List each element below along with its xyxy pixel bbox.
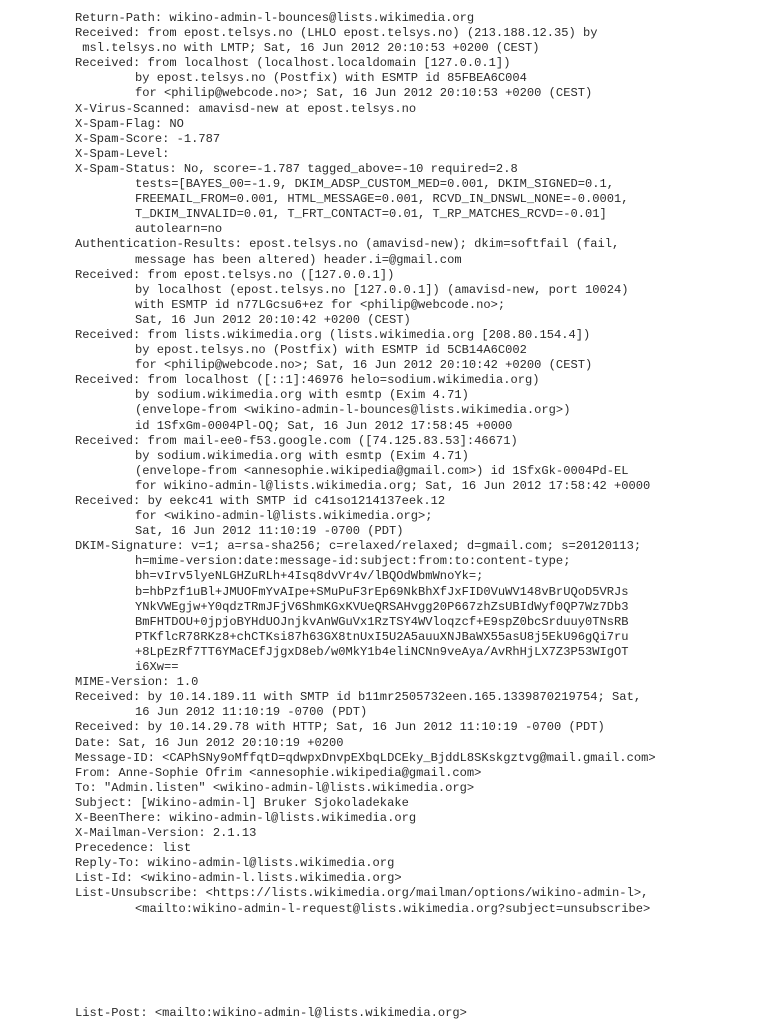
header-continuation-line: YNkVWEgjw+Y0qdzTRmJFjV6ShmKGxKVUeQRSAHvgg20P667zhZsUBIdWyf0QP7Wz7Db3: [135, 599, 629, 614]
header-continuation-line: autolearn=no: [135, 222, 223, 237]
header-continuation-line: tests=[BAYES_00=-1.9, DKIM_ADSP_CUSTOM_MED=0.001, DKIM_SIGNED=0.1,: [135, 177, 614, 192]
header-field-line: Received: from localhost (localhost.localdomain [127.0.0.1]): [75, 56, 511, 71]
list-post-header-line: List-Post: <mailto:wikino-admin-l@lists.wikimedia.org>: [75, 1006, 467, 1020]
header-field-line: X-Spam-Level:: [75, 146, 170, 161]
header-continuation-line: Sat, 16 Jun 2012 20:10:42 +0200 (CEST): [135, 312, 411, 327]
header-field-line: To: "Admin.listen" <wikino-admin-l@lists.wikimedia.org>: [75, 780, 475, 795]
header-continuation-line: Sat, 16 Jun 2012 11:10:19 -0700 (PDT): [135, 524, 404, 539]
header-field-line: Received: from epost.telsys.no ([127.0.0.1]): [75, 267, 395, 282]
header-field-line: Received: by 10.14.29.78 with HTTP; Sat, 16 Jun 2012 11:10:19 -0700 (PDT): [75, 720, 605, 735]
email-header-block: [75, 11, 765, 917]
header-continuation-line: BmFHTDOU+0jpjoBYHdUOJnjkvAnWGuVx1RzTSY4WVloqzcf+E9spZ0bcSrduuy0TNsRB: [135, 614, 629, 629]
header-field-line: List-Id: <wikino-admin-l.lists.wikimedia.org>: [75, 871, 402, 886]
header-field-line: From: Anne-Sophie Ofrim <annesophie.wikipedia@gmail.com>: [75, 765, 482, 780]
header-field-line: Date: Sat, 16 Jun 2012 20:10:19 +0200: [75, 735, 344, 750]
header-continuation-line: for <wikino-admin-l@lists.wikimedia.org>;: [135, 509, 433, 524]
header-field-line: msl.telsys.no with LMTP; Sat, 16 Jun 2012 20:10:53 +0200 (CEST): [75, 41, 540, 56]
header-field-line: X-Spam-Status: No, score=-1.787 tagged_above=-10 required=2.8: [75, 161, 518, 176]
header-field-line: Received: from mail-ee0-f53.google.com ([74.125.83.53]:46671): [75, 433, 518, 448]
header-field-line: MIME-Version: 1.0: [75, 675, 199, 690]
header-continuation-line: with ESMTP id n77LGcsu6+ez for <philip@webcode.no>;: [135, 297, 506, 312]
header-field-line: Subject: [Wikino-admin-l] Bruker Sjokoladekake: [75, 795, 409, 810]
header-continuation-line: T_DKIM_INVALID=0.01, T_FRT_CONTACT=0.01, T_RP_MATCHES_RCVD=-0.01]: [135, 207, 607, 222]
header-field-line: Authentication-Results: epost.telsys.no (amavisd-new); dkim=softfail (fail,: [75, 237, 620, 252]
header-continuation-line: bh=vIrv5lyeNLGHZuRLh+4Isq8dvVr4v/lBQOdWbmWnoYk=;: [135, 569, 484, 584]
header-continuation-line: by sodium.wikimedia.org with esmtp (Exim 4.71): [135, 388, 469, 403]
header-continuation-line: by epost.telsys.no (Postfix) with ESMTP id 5CB14A6C002: [135, 343, 527, 358]
header-continuation-line: b=hbPzf1uBl+JMUOFmYvAIpe+SMuPuF3rEp69NkBhXfJxFID0VuWV148vBrUQoD5VRJs: [135, 584, 629, 599]
header-continuation-line: 16 Jun 2012 11:10:19 -0700 (PDT): [135, 705, 368, 720]
header-continuation-line: for <philip@webcode.no>; Sat, 16 Jun 2012 20:10:53 +0200 (CEST): [135, 86, 593, 101]
header-continuation-line: (envelope-from <annesophie.wikipedia@gmail.com>) id 1SfxGk-0004Pd-EL: [135, 463, 629, 478]
header-continuation-line: id 1SfxGm-0004Pl-OQ; Sat, 16 Jun 2012 17:58:45 +0000: [135, 418, 513, 433]
header-continuation-line: by localhost (epost.telsys.no [127.0.0.1]) (amavisd-new, port 10024): [135, 282, 629, 297]
header-continuation-line: (envelope-from <wikino-admin-l-bounces@lists.wikimedia.org>): [135, 403, 571, 418]
header-continuation-line: for <philip@webcode.no>; Sat, 16 Jun 2012 20:10:42 +0200 (CEST): [135, 358, 593, 373]
header-field-line: List-Unsubscribe: <https://lists.wikimedia.org/mailman/options/wikino-admin-l>,: [75, 886, 649, 901]
header-field-line: Message-ID: <CAPhSNy9oMffqtD=qdwpxDnvpEXbqLDCEky_BjddL8SKskgztvg@mail.gmail.com>: [75, 750, 656, 765]
header-field-line: Received: by 10.14.189.11 with SMTP id b11mr2505732een.165.1339870219754; Sat,: [75, 690, 642, 705]
header-continuation-line: i6Xw==: [135, 660, 179, 675]
header-continuation-line: PTKflcR78RKz8+chCTKsi87h63GX8tnUxI5U2A5auuXNJBaWX55asU8j5EkU96gQi7ru: [135, 629, 629, 644]
header-field-line: X-Mailman-Version: 2.1.13: [75, 826, 257, 841]
header-field-line: Received: from localhost ([::1]:46976 helo=sodium.wikimedia.org): [75, 373, 540, 388]
header-continuation-line: <mailto:wikino-admin-l-request@lists.wikimedia.org?subject=unsubscribe>: [135, 901, 651, 916]
header-field-line: X-BeenThere: wikino-admin-l@lists.wikimedia.org: [75, 810, 417, 825]
header-continuation-line: +8LpEzRf7TT6YMaCEfJjgxD8eb/w0MkY1b4eliNCNn9veAya/AvRhHjLX7Z3P53WIgOT: [135, 644, 629, 659]
header-field-line: Return-Path: wikino-admin-l-bounces@lists.wikimedia.org: [75, 11, 475, 25]
header-field-line: X-Spam-Score: -1.787: [75, 131, 221, 146]
header-field-line: X-Spam-Flag: NO: [75, 116, 184, 131]
header-field-line: Received: from lists.wikimedia.org (lists.wikimedia.org [208.80.154.4]): [75, 327, 591, 342]
header-continuation-line: FREEMAIL_FROM=0.001, HTML_MESSAGE=0.001, RCVD_IN_DNSWL_NONE=-0.0001,: [135, 192, 629, 207]
header-field-line: DKIM-Signature: v=1; a=rsa-sha256; c=relaxed/relaxed; d=gmail.com; s=20120113;: [75, 539, 642, 554]
header-field-line: Reply-To: wikino-admin-l@lists.wikimedia.org: [75, 856, 395, 871]
header-field-line: Received: by eekc41 with SMTP id c41so1214137eek.12: [75, 494, 446, 508]
header-continuation-line: message has been altered) header.i=@gmail.com: [135, 252, 462, 267]
header-continuation-line: h=mime-version:date:message-id:subject:from:to:content-type;: [135, 554, 571, 569]
header-field-line: Precedence: list: [75, 841, 192, 856]
header-field-line: X-Virus-Scanned: amavisd-new at epost.telsys.no: [75, 101, 417, 116]
header-field-line: Received: from epost.telsys.no (LHLO epost.telsys.no) (213.188.12.35) by: [75, 26, 598, 41]
header-continuation-line: by sodium.wikimedia.org with esmtp (Exim 4.71): [135, 448, 469, 463]
header-continuation-line: by epost.telsys.no (Postfix) with ESMTP id 85FBEA6C004: [135, 71, 527, 86]
header-continuation-line: for wikino-admin-l@lists.wikimedia.org; Sat, 16 Jun 2012 17:58:42 +0000: [135, 478, 651, 493]
